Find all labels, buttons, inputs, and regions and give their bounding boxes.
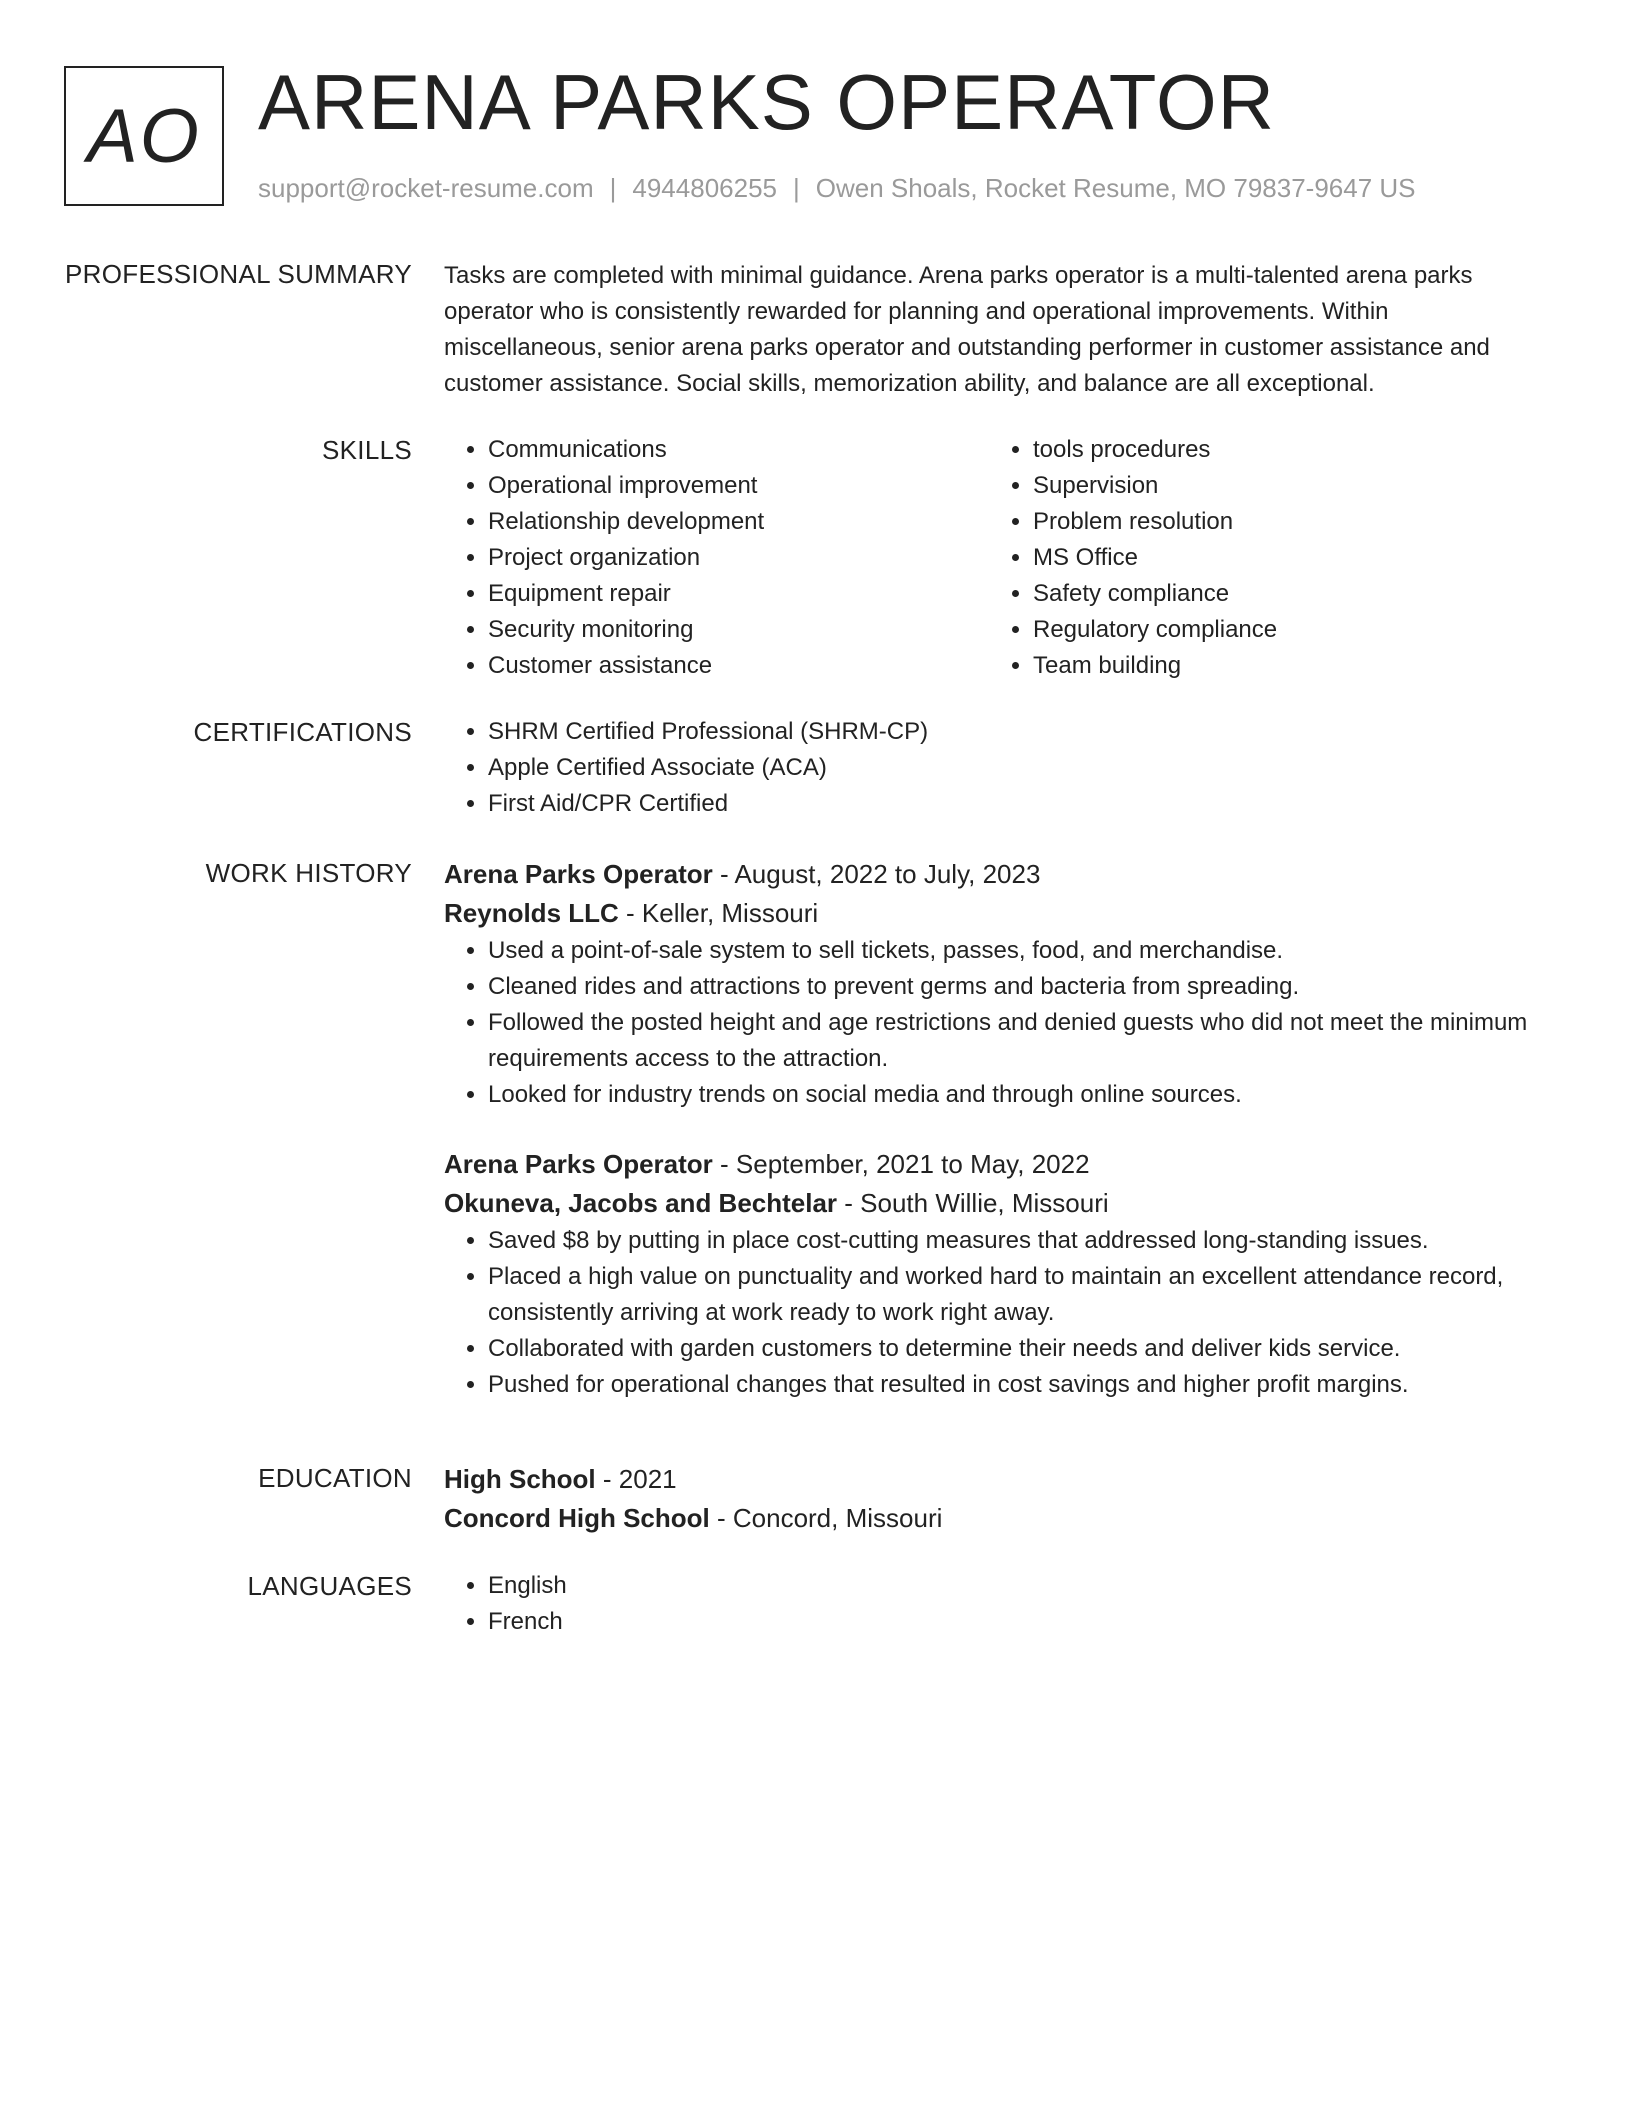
skill-item: • Communications xyxy=(488,432,989,468)
work-history-body xyxy=(444,855,1534,1403)
languages-list xyxy=(444,1568,1534,1640)
contact-email: support@rocket-resume.com xyxy=(258,173,594,203)
job-entry xyxy=(444,1145,1534,1403)
skill-item: • Relationship development xyxy=(488,504,989,540)
job-bullet: • Collaborated with garden customers to determine their needs and deliver kids service. xyxy=(488,1331,1534,1367)
skill-item: • Supervision xyxy=(1033,468,1534,504)
skills-list-left xyxy=(444,432,989,684)
certifications-title: CERTIFICATIONS xyxy=(193,717,412,747)
summary-text: Tasks are completed with minimal guidance. Arena parks operator is a multi-talented arena parks operator who is consistently rewarded for planning and operational improvements. Within miscellaneous, senior arena parks operator and outstanding performer in customer assistance and customer assistance. Social skills, memorization ability, and balance are all exceptional. xyxy=(444,262,1490,397)
job-location: - South Willie, Missouri xyxy=(837,1188,1109,1218)
education-school-line xyxy=(444,1499,1534,1538)
job-bullet: • Pushed for operational changes that resulted in cost savings and higher profit margins. xyxy=(488,1367,1534,1403)
job-bullets xyxy=(444,933,1534,1113)
education-school: Concord High School xyxy=(444,1503,710,1533)
job-bullets xyxy=(444,1223,1534,1403)
language-item: • English xyxy=(488,1568,1534,1604)
contact-address: Owen Shoals, Rocket Resume, MO 79837-9647 US xyxy=(815,173,1416,203)
skill-item: • tools procedures xyxy=(1033,432,1534,468)
job-bullet: • Used a point-of-sale system to sell tickets, passes, food, and merchandise. xyxy=(488,933,1534,969)
job-dates: - September, 2021 to May, 2022 xyxy=(712,1149,1090,1179)
job-title-line xyxy=(444,1145,1534,1184)
contact-separator: | xyxy=(609,173,617,203)
summary-title: PROFESSIONAL SUMMARY xyxy=(65,259,412,289)
certification-item: • SHRM Certified Professional (SHRM-CP) xyxy=(488,714,1534,750)
job-location: - Keller, Missouri xyxy=(618,898,819,928)
certifications-list xyxy=(444,714,1534,822)
job-entry xyxy=(444,855,1534,1113)
skills-title: SKILLS xyxy=(322,435,412,465)
contact-separator: | xyxy=(793,173,800,203)
skills-columns xyxy=(444,432,1534,684)
job-company-line xyxy=(444,894,1534,933)
skill-item: • Operational improvement xyxy=(488,468,989,504)
education-degree: High School xyxy=(444,1464,596,1494)
certification-item: • Apple Certified Associate (ACA) xyxy=(488,750,1534,786)
job-bullet: • Saved $8 by putting in place cost-cutting measures that addressed long-standing issues. xyxy=(488,1223,1534,1259)
work-history-title: WORK HISTORY xyxy=(205,858,412,888)
contact-phone: 4944806255 xyxy=(632,173,777,203)
job-role: Arena Parks Operator xyxy=(444,1149,713,1179)
skill-item: • Team building xyxy=(1033,648,1534,684)
job-company-line xyxy=(444,1184,1534,1223)
skill-item: • MS Office xyxy=(1033,540,1534,576)
job-bullet: • Placed a high value on punctuality and worked hard to maintain an excellent attendance record, consistently arriving at work ready to work right away. xyxy=(488,1259,1534,1331)
languages-body xyxy=(444,1568,1534,1640)
job-company: Okuneva, Jacobs and Bechtelar xyxy=(444,1188,838,1218)
language-item: • French xyxy=(488,1604,1534,1640)
education-degree-line xyxy=(444,1460,1534,1499)
skill-item: • Project organization xyxy=(488,540,989,576)
job-dates: - August, 2022 to July, 2023 xyxy=(712,859,1041,889)
education-body xyxy=(444,1460,1534,1538)
contact-line xyxy=(258,172,1416,206)
skill-item: • Problem resolution xyxy=(1033,504,1534,540)
skill-item: • Regulatory compliance xyxy=(1033,612,1534,648)
certification-item: • First Aid/CPR Certified xyxy=(488,786,1534,822)
candidate-name: ARENA PARKS OPERATOR xyxy=(258,58,1275,146)
skill-item: • Security monitoring xyxy=(488,612,989,648)
certifications-body xyxy=(444,714,1534,822)
skills-list-right xyxy=(989,432,1534,684)
education-location: - Concord, Missouri xyxy=(709,1503,943,1533)
summary-body xyxy=(444,258,1534,402)
skill-item: • Equipment repair xyxy=(488,576,989,612)
job-title-line xyxy=(444,855,1534,894)
job-bullet: • Followed the posted height and age restrictions and denied guests who did not meet the minimum requirements access to the attraction. xyxy=(488,1005,1534,1077)
job-bullet: • Cleaned rides and attractions to prevent germs and bacteria from spreading. xyxy=(488,969,1534,1005)
job-bullet: • Looked for industry trends on social media and through online sources. xyxy=(488,1077,1534,1113)
job-role: Arena Parks Operator xyxy=(444,859,713,889)
skill-item: • Safety compliance xyxy=(1033,576,1534,612)
skill-item: • Customer assistance xyxy=(488,648,989,684)
monogram-badge: AO xyxy=(64,66,224,206)
education-year: - 2021 xyxy=(595,1464,677,1494)
job-company: Reynolds LLC xyxy=(444,898,619,928)
skills-body xyxy=(444,432,1534,684)
languages-title: LANGUAGES xyxy=(247,1571,412,1601)
education-title: EDUCATION xyxy=(258,1463,412,1493)
